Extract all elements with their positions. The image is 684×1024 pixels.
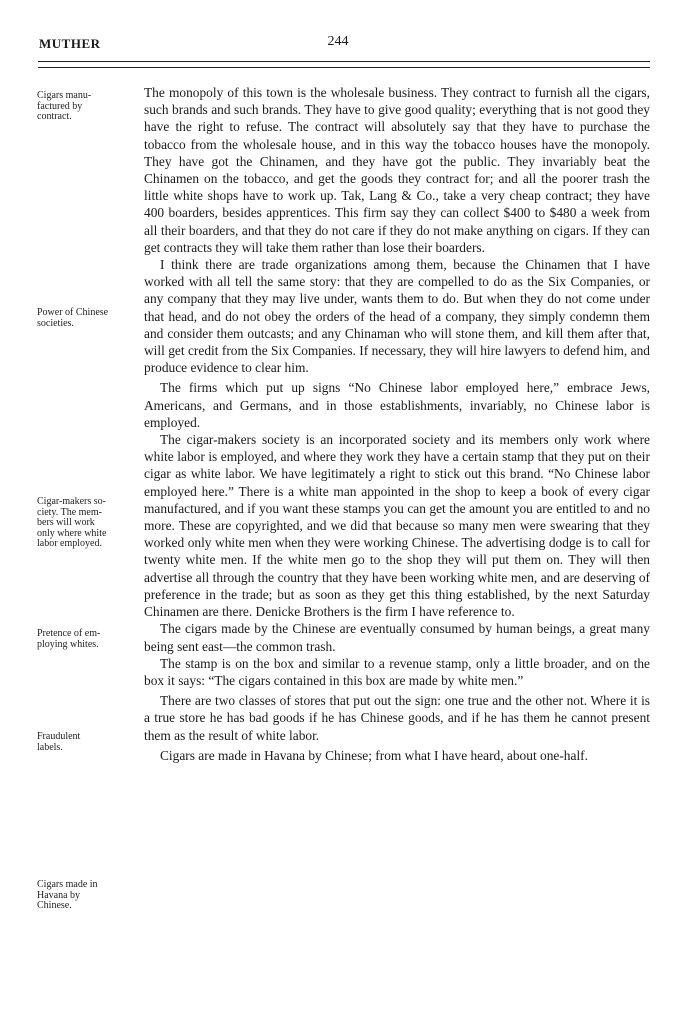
sidenote: Cigar-makers so- ciety. The mem- bers will work only where white labor employed. bbox=[37, 496, 107, 549]
sidenote: Pretence of em- ploying whites. bbox=[37, 628, 101, 650]
paragraph: Cigars are made in Havana by Chinese; from what I have heard, about one-half. bbox=[160, 747, 588, 763]
paragraph: The firms which put up signs “No Chinese labor employed here,” embrace Jews, Americans, and Germans, and in those establishments, invariably, no Chinese labor is employed. bbox=[144, 380, 650, 430]
sidenote: Cigars manu- factured by contract. bbox=[37, 90, 92, 122]
paragraph: The cigar-makers society is an incorporated society and its members only work where white labor is employed, and where they work they have a certain stamp that they put on their cigar as white labor. We have legitimately a right to stick out this brand. “No Chinese labor employed here.” There is a white man appointed in the shop to keep a book of every cigar manufactured, and if you want these stamps you can get the amount you are entitled to and no more. These are copyrighted, and we did that because so many men were swearing that they worked only white men when they were working Chinese. The advertising dodge is to call for twenty white men. If the white men go to the shop they will put them on. They will then advertise all through the country that they have been working white men, and are deserving of preference in the trade; but as soon as they get this thing established, by the next Saturday Chinamen are there. Denicke Brothers is the firm I have reference to. bbox=[144, 432, 650, 620]
running-head: MUTHER bbox=[39, 36, 101, 51]
sidenote: Cigars made in Havana by Chinese. bbox=[37, 879, 98, 911]
page-number: 244 bbox=[327, 34, 349, 49]
paragraph: I think there are trade organizations among them, because the Chinamen that I have worked with all tell the same story: that they are compelled to do as the Six Companies, or any company that they may live under, wants them to do. But when they do not come under that head, and do not obey the orders of the head of a company, they simply condemn them and consider them outcasts; and any Chinaman who will stone them, and kill them after that, will get credit from the Six Companies. If necessary, they will hire lawyers to defend him, and produce evidence to clear him. bbox=[144, 257, 650, 376]
paragraph: The monopoly of this town is the wholesale business. They contract to furnish all the cigars, such brands and such brands. They have to give good quality; everything that is not good they have the right to refuse. The contract will absolutely say that they have to purchase the tobacco from the wholesale house, and in this way the tobacco houses have the monopoly. They have got the Chinamen, and they have got the public. They invariably beat the Chinamen on the tobacco, and get the goods they contract for; and all the poorer trash the little white shops have to work up. Tak, Lang & Co., take a very cheap contract; they have 400 boarders, besides apprentices. This firm say they can collect $400 to $480 a week from all their boarders, and that they do not care if they do not make anything on cigars. If they can get contracts they will take them rather than lose their boarders. bbox=[144, 85, 650, 255]
paragraph: There are two classes of stores that put out the sign: one true and the other not. Where it is a true store he has bad goods if he has Chinese goods, and if he has them he cannot present them as the result of white labor. bbox=[144, 693, 650, 743]
header-rule-bottom bbox=[38, 67, 650, 68]
sidenote: Fraudulent labels. bbox=[37, 731, 81, 753]
body-text bbox=[144, 84, 650, 764]
paragraph: The stamp is on the box and similar to a revenue stamp, only a little broader, and on the box it says: “The cigars contained in this box are made by white men.” bbox=[144, 655, 650, 688]
paragraph: The cigars made by the Chinese are eventually consumed by human beings, a great many being sent east—the common trash. bbox=[144, 621, 650, 654]
sidenote: Power of Chinese societies. bbox=[37, 307, 109, 329]
header-rule-top bbox=[38, 61, 650, 62]
